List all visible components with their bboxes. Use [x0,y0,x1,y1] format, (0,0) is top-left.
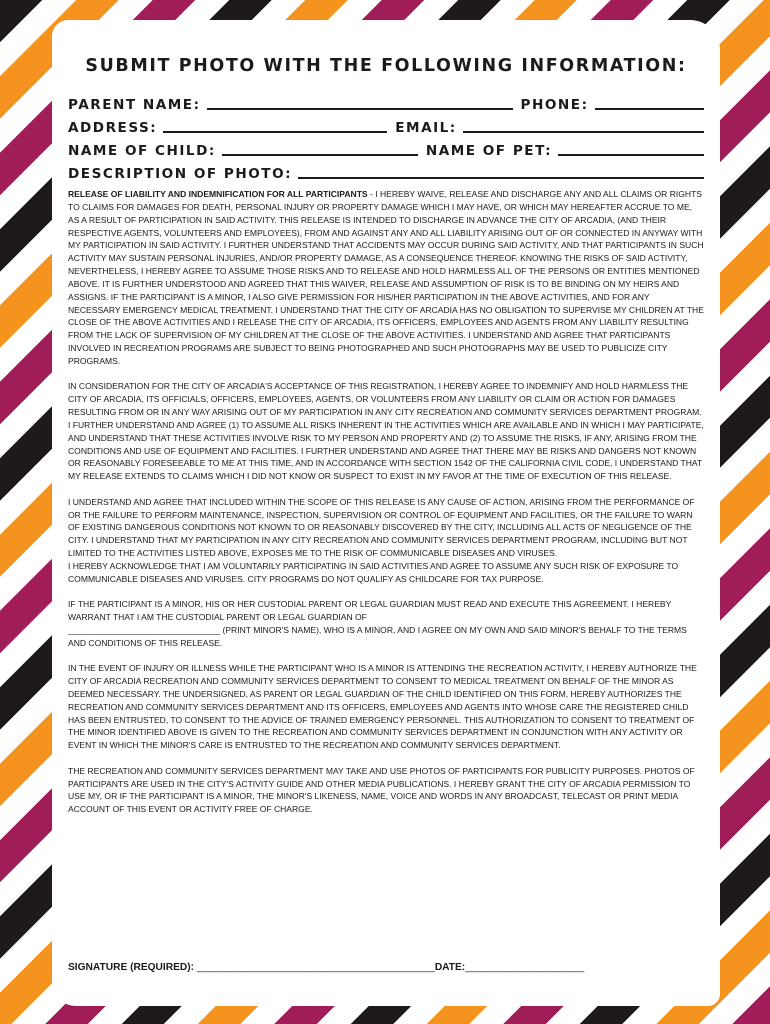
child-name-label: NAME OF CHILD: [68,143,216,159]
release-paragraph-4 [68,598,704,649]
release-paragraph-1-body: - I HEREBY WAIVE, RELEASE AND DISCHARGE ANY AND ALL CLAIMS OR RIGHTS TO CLAIMS FOR DAMAGES FOR DEATH, PERSONAL INJURY OR PROPERTY DAMAGE WHICH I MAY HAVE, OR WHICH MAY HEREAFTER ACCRUE TO ME, AS A RESULT OF PARTICIPATION IN SAID ACTIVITY. THIS RELEASE IS INTENDED TO DISCHARGE IN ADVANCE THE CITY OF ARCADIA, (AND THEIR RESPECTIVE AGENTS, VOLUNTEERS AND EMPLOYEES), FROM AND AGAINST ANY AND ALL LIABILITY ARISING OUT OF OR CONNECTED IN ANYWAY WITH MY PARTICIPATION IN SAID ACTIVITY. I FURTHER UNDERSTAND THAT ACCIDENTS MAY OCCUR DURING SAID ACTIVITY, AND THAT PARTICIPANTS IN SUCH ACTIVITY MAY SUSTAIN PERSONAL INJURIES, AND/OR PROPERTY DAMAGE, AS A CONSEQUENCE THEREOF. KNOWING THE RISKS OF SAID ACTIVITY, NEVERTHELESS, I HEREBY AGREE TO ASSUME THOSE RISKS AND TO RELEASE AND HOLD HARMLESS ALL OF THE PERSONS OR ENTITIES MENTIONED ABOVE. IT IS FURTHER UNDERSTOOD AND AGREED THAT THIS WAIVER, RELEASE AND ASSUMPTION OF RISK IS TO BE BINDING ON MY HEIRS AND ASSIGNS. IF THE PARTICIPANT IS A MINOR, I ALSO GIVE PERMISSION FOR HIS/HER PARTICIPATION IN THE ABOVE ACTIVITIES, AND FOR ANY NECESSARY EMERGENCY MEDICAL TREATMENT. I UNDERSTAND THAT THE CITY OF ARCADIA HAS NO OBLIGATION TO SUPERVISE MY CHILDREN AT THE CLOSE OF THE ABOVE ACTIVITIES AND I RELEASE THE CITY OF ARCADIA, ITS OFFICERS, EMPLOYEES AND AGENTS FROM ANY LIABILITY RESULTING FROM THE LACK OF SUPERVISION OF MY CHILDREN AT THE CLOSE OF THE ABOVE ACTIVITIES. I UNDERSTAND AND AGREE THAT PARTICIPANTS INVOLVED IN RECREATION PROGRAMS ARE SUBJECT TO BEING PHOTOGRAPHED AND SUCH PHOTOGRAPHS MAY BE USED TO PUBLICIZE CITY PROGRAMS. [68,189,704,366]
address-label: ADDRESS: [68,120,158,136]
form-content [68,52,704,829]
row-child-pet [68,136,704,159]
description-field[interactable] [298,177,704,179]
release-paragraph-4a: IF THE PARTICIPANT IS A MINOR, HIS OR HER CUSTODIAL PARENT OR LEGAL GUARDIAN MUST READ AND EXECUTE THIS AGREEMENT. I HEREBY WARRANT THAT I AM THE CUSTODIAL PARENT OR LEGAL GUARDIAN OF [68,599,672,623]
release-paragraph-1 [68,188,704,368]
date-label: DATE: [434,962,466,973]
row-address-email [68,113,704,136]
release-text [68,188,704,816]
address-field[interactable] [163,131,387,133]
parent-name-label: PARENT NAME: [68,97,201,113]
signature-label: SIGNATURE (REQUIRED): [68,962,195,973]
signature-field[interactable]: __________________________________________ [194,962,435,973]
signature-row [68,962,708,973]
release-paragraph-2: IN CONSIDERATION FOR THE CITY OF ARCADIA'S ACCEPTANCE OF THIS REGISTRATION, I HEREBY AGREE TO INDEMNIFY AND HOLD HARMLESS THE CITY OF ARCADIA, ITS OFFICIALS, OFFICERS, EMPLOYEES, AGENTS, OR VOLUNTEERS FROM ANY LIABILITY OR CLAIM OR ACTION FOR DAMAGES RESULTING FROM OR IN ANY WAY ARISING OUT OF MY PARTICIPATION IN ANY CITY RECREATION AND COMMUNITY SERVICES DEPARTMENT PROGRAM. I FURTHER UNDERSTAND AND AGREE (1) TO ASSUME ALL RISKS INHERENT IN THE ACTIVITIES WHICH ARE AVAILABLE AND IN WHICH I MAY PARTICIPATE, AND UNDERSTAND THAT THESE ACTIVITIES INVOLVE RISK TO MY PERSON AND PROPERTY AND (2) TO ASSUME THE RISKS, IF ANY, ARISING FROM THE CONDITIONS AND USE OF EQUIPMENT AND FACILITIES. I FURTHER UNDERSTAND AND AGREE THAT THERE MAY BE RISKS AND DANGERS NOT KNOWN OR REASONABLY FORESEEABLE TO ME AT THIS TIME, AND IN ACCORDANCE WITH SECTION 1542 OF THE CALIFORNIA CIVIL CODE, I UNDERSTAND THAT MY RELEASE EXTENDS TO CLAIMS WHICH I DID NOT KNOW OR SUSPECT TO EXIST IN MY FAVOR AT THE TIME OF EXECUTION OF THIS RELEASE. [68,381,704,482]
date-field[interactable]: _____________________ [465,962,585,973]
phone-field[interactable] [595,108,704,110]
child-name-field[interactable] [222,154,418,156]
release-paragraph-5: IN THE EVENT OF INJURY OR ILLNESS WHILE THE PARTICIPANT WHO IS A MINOR IS ATTENDING THE RECREATION ACTIVITY, I HEREBY AUTHORIZE THE CITY OF ARCADIA RECREATION AND COMMUNITY SERVICES DEPARTMENT TO CONSENT TO MEDICAL TREATMENT ON BEHALF OF THE MINOR AS DEEMED NECESSARY. THE UNDERSIGNED, AS PARENT OR LEGAL GUARDIAN OF THE CHILD IDENTIFIED ON THIS FORM, HEREBY AUTHORIZES THE RECREATION AND COMMUNITY SERVICES DEPARTMENT AND ITS OFFICERS, EMPLOYEES AND AGENTS INTO WHOSE CARE THE REGISTERED CHILD HAS BEEN ENTRUSTED, TO CONSENT TO THE ADVICE OF TRAINED EMERGENCY PERSONNEL. THIS AUTHORIZATION TO CONSENT TO TREATMENT OF THE MINOR IDENTIFIED ABOVE IS GIVEN TO THE RECREATION AND COMMUNITY SERVICES DEPARTMENT IN CONJUNCTION WITH ANY ACTIVITY OR EVENT IN WHICH THE MINOR'S CARE IS ENTRUSTED TO THE RECREATION AND COMMUNITY SERVICES DEPARTMENT. [68,663,697,751]
release-paragraph-4b: ________________________________ (PRINT MINOR'S NAME), WHO IS A MINOR, AND I AGREE ON MY OWN AND SAID MINOR'S BEHALF TO THE TERMS AND CONDITIONS OF THIS RELEASE. [68,624,687,648]
release-paragraph-3 [68,496,704,586]
parent-name-field[interactable] [207,108,513,110]
row-description [68,159,704,182]
release-paragraph-3a: I UNDERSTAND AND AGREE THAT INCLUDED WITHIN THE SCOPE OF THIS RELEASE IS ANY CAUSE OF ACTION, ARISING FROM THE PERFORMANCE OF OR THE FAILURE TO PERFORM MAINTENANCE, INSPECTION, SUPERVISION OR CONTROL OF EQUIPMENT AND FACILITIES, OR THE FAILURE TO WARN OF EXISTING DANGEROUS CONDITIONS NOT KNOWN TO OR REASONABLY DISCOVERED BY THE CITY, INCLUDING ALL ACTS OF NEGLIGENCE OF THE CITY. I UNDERSTAND THAT MY PARTICIPATION IN ANY CITY RECREATION AND COMMUNITY SERVICES DEPARTMENT PROGRAM, INCLUDING BUT NOT LIMITED TO THE ACTIVITIES LISTED ABOVE, EXPOSES ME TO THE RISK OF COMMUNICABLE DISEASES AND VIRUSES. [68,496,695,559]
release-heading: RELEASE OF LIABILITY AND INDEMNIFICATION FOR ALL PARTICIPANTS [68,189,368,199]
description-label: DESCRIPTION OF PHOTO: [68,166,293,182]
info-fields [68,90,704,182]
release-paragraph-6: THE RECREATION AND COMMUNITY SERVICES DEPARTMENT MAY TAKE AND USE PHOTOS OF PARTICIPANTS FOR PUBLICITY PURPOSES. PHOTOS OF PARTICIPANTS ARE USED IN THE CITY'S ACTIVITY GUIDE AND OTHER MEDIA PUBLICATIONS. I HEREBY GRANT THE CITY OF ARCADIA PERMISSION TO USE MY, OR IF THE PARTICIPANT IS A MINOR, THE MINOR'S LIKENESS, NAME, VOICE AND WORDS IN ANY BROADCAST, TELECAST OR PRINT MEDIA ACCOUNT OF THIS EVENT OR ACTIVITY FREE OF CHARGE. [68,765,695,815]
email-label: EMAIL: [395,120,457,136]
form-title: SUBMIT PHOTO WITH THE FOLLOWING INFORMATION: [85,56,687,76]
pet-name-field[interactable] [558,154,704,156]
email-field[interactable] [463,131,704,133]
row-parent-phone [68,90,704,113]
phone-label: PHONE: [520,97,589,113]
release-paragraph-3b: I HEREBY ACKNOWLEDGE THAT I AM VOLUNTARILY PARTICIPATING IN SAID ACTIVITIES AND AGREE TO ASSUME ANY SUCH RISK OF EXPOSURE TO COMMUNICABLE DISEASES AND VIRUSES. CITY PROGRAMS DO NOT QUALIFY AS CHILDCARE FOR TAX PURPOSE. [68,560,679,584]
pet-name-label: NAME OF PET: [425,143,553,159]
